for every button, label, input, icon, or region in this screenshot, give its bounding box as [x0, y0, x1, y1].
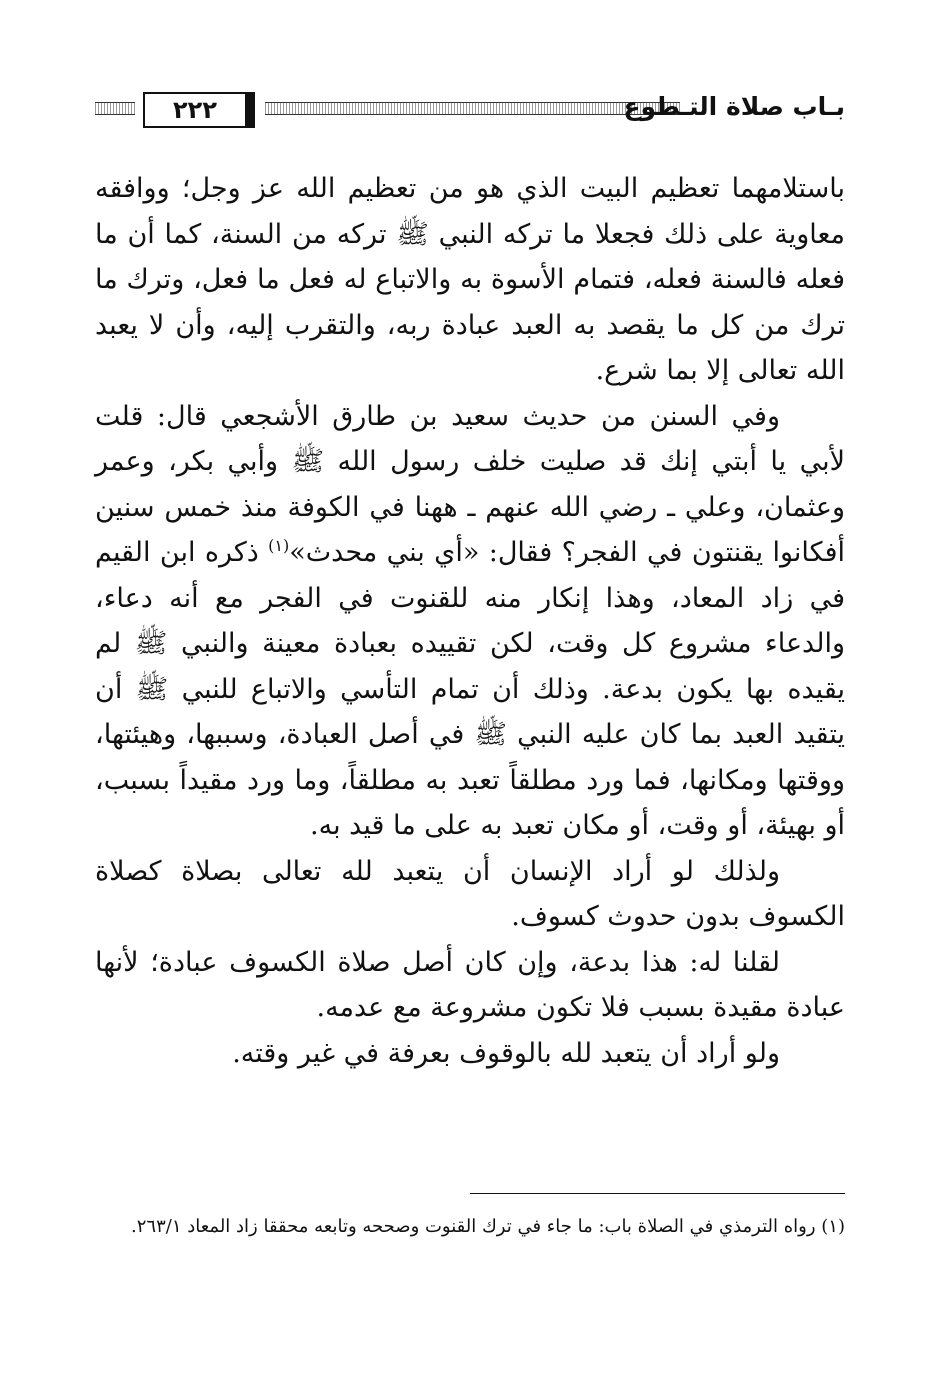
chapter-title: بـاب صلاة التـطوع: [623, 92, 845, 121]
page-number: ٢٢٢: [143, 92, 247, 128]
footnote-rule: [470, 1193, 845, 1194]
paragraph-5: ولو أراد أن يتعبد لله بالوقوف بعرفة في غير وقته.: [232, 1037, 780, 1069]
paragraph-2: [95, 394, 845, 849]
paragraph-1: باستلامهما تعظيم البيت الذي هو من تعظيم الله عز وجل؛ ووافقه معاوية على ذلك فجعلا ما تركه النبي ﷺ تركه من السنة، كما أن ما فعله فالسنة فعله، فتمام الأسوة به والاتباع له فعل ما فعل، وترك ما ترك من كل ما يقصد به العبد عبادة ربه، والتقرب إليه، وأن لا يعبد الله تعالى إلا بما شرع.: [95, 173, 845, 386]
header-rule-right: [265, 102, 680, 115]
paragraph-3: ولذلك لو أراد الإنسان أن يتعبد لله تعالى بصلاة كصلاة الكسوف بدون حدوث كسوف.: [95, 855, 845, 932]
main-text: [95, 166, 845, 1076]
page-number-bar: [245, 92, 255, 128]
page-header: [95, 92, 845, 132]
footnote-ref: (١): [268, 536, 290, 555]
paragraph-2-text: وفي السنن من حديث سعيد بن طارق الأشجعي قال: قلت لأبي يا أبتي إنك قد صليت خلف رسول الله ﷺ وأبي بكر، وعمر وعثمان، وعلي ـ رضي الله عنهم ـ ههنا في الكوفة منذ خمس سنين أفكانوا يقنتون في الفجر؟ فقال: «أي بني محدث»: [95, 400, 845, 568]
paragraph-4: لقلنا له: هذا بدعة، وإن كان أصل صلاة الكسوف عبادة؛ لأنها عبادة مقيدة بسبب فلا تكون مشروعة مع عدمه.: [95, 946, 845, 1023]
header-rule-left: [95, 102, 135, 115]
footnote: (١) رواه الترمذي في الصلاة باب: ما جاء في ترك القنوت وصححه وتابعه محققا زاد المعاد ٢٦٣/١.: [131, 1216, 845, 1237]
paragraph-2-continued: ذكره ابن القيم في زاد المعاد، وهذا إنكار منه للقنوت في الفجر مع أنه دعاء، والدعاء مشروع كل وقت، لكن تقييده بعبادة معينة والنبي ﷺ لم يقيده بها يكون بدعة. وذلك أن تمام التأسي والاتباع للنبي ﷺ أن يتقيد العبد بما كان عليه النبي ﷺ في أصل العبادة، وسببها، وهيئتها، ووقتها ومكانها، فما ورد مطلقاً تعبد به مطلقاً، وما ورد مقيداً بسبب، أو بهيئة، أو وقت، أو مكان تعبد به على ما قيد به.: [95, 537, 845, 841]
